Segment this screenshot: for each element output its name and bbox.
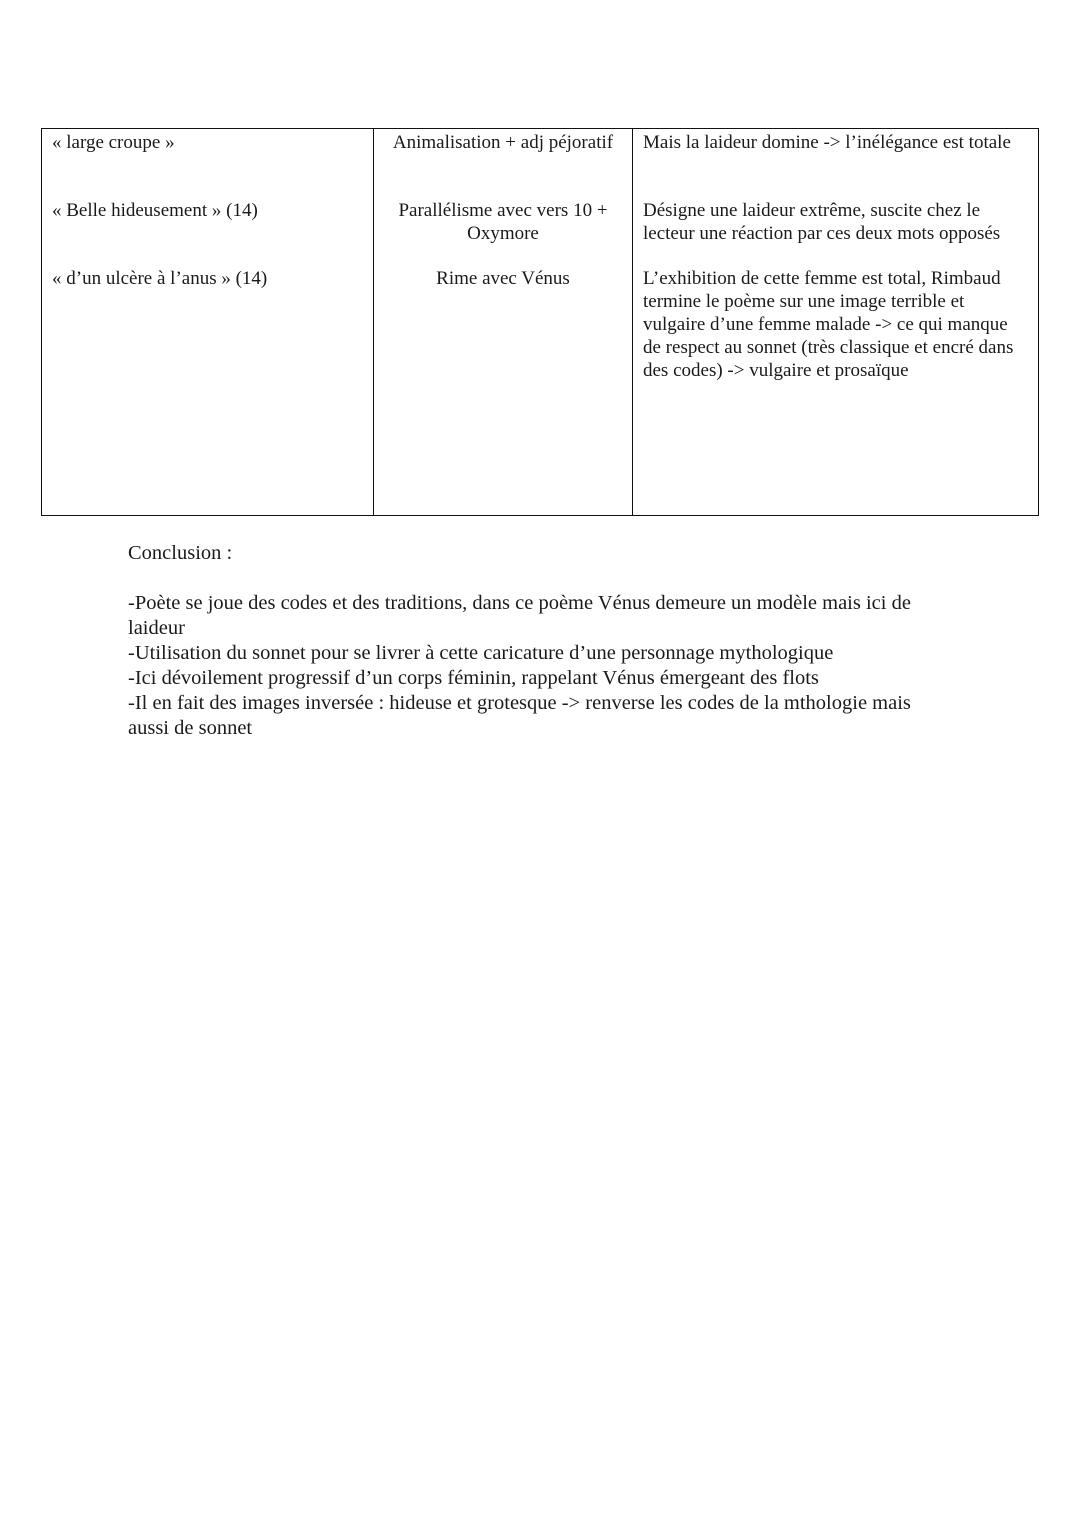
- conclusion-item: -Poète se joue des codes et des traditions, dans ce poème Vénus demeure un modèle mais ici de laideur: [128, 592, 911, 639]
- quote-cell: « Belle hideusement » (14): [52, 200, 258, 221]
- figure-cell: Rime avec Vénus: [436, 268, 570, 289]
- figure-cell: Parallélisme avec vers 10 + Oxymore: [398, 200, 608, 244]
- comment-cell: Désigne une laideur extrême, suscite chez le lecteur une réaction par ces deux mots opposés: [643, 200, 1001, 244]
- figure-column: [374, 129, 633, 515]
- conclusion-item: -Il en fait des images inversée : hideuse et grotesque -> renverse les codes de la mthologie mais aussi de sonnet: [128, 692, 911, 739]
- conclusion-title: Conclusion :: [128, 542, 233, 564]
- quote-cell: « d’un ulcère à l’anus » (14): [52, 268, 268, 289]
- comment-column: [633, 129, 1038, 515]
- comment-cell: Mais la laideur domine -> l’inélégance est totale: [643, 132, 1011, 153]
- analysis-table: [41, 128, 1039, 516]
- conclusion-item: -Utilisation du sonnet pour se livrer à cette caricature d’une personnage mythologique: [128, 642, 834, 664]
- quote-column: [42, 129, 374, 515]
- conclusion-item: -Ici dévoilement progressif d’un corps féminin, rappelant Vénus émergeant des flots: [128, 667, 819, 689]
- conclusion-section: [128, 541, 948, 741]
- comment-cell: L’exhibition de cette femme est total, Rimbaud termine le poème sur une image terrible et vulgaire d’une femme malade -> ce qui manque de respect au sonnet (très classique et encré dans des codes) -> vulgaire et prosaïque: [643, 268, 1014, 381]
- quote-cell: « large croupe »: [52, 132, 175, 153]
- figure-cell: Animalisation + adj péjoratif: [392, 132, 614, 153]
